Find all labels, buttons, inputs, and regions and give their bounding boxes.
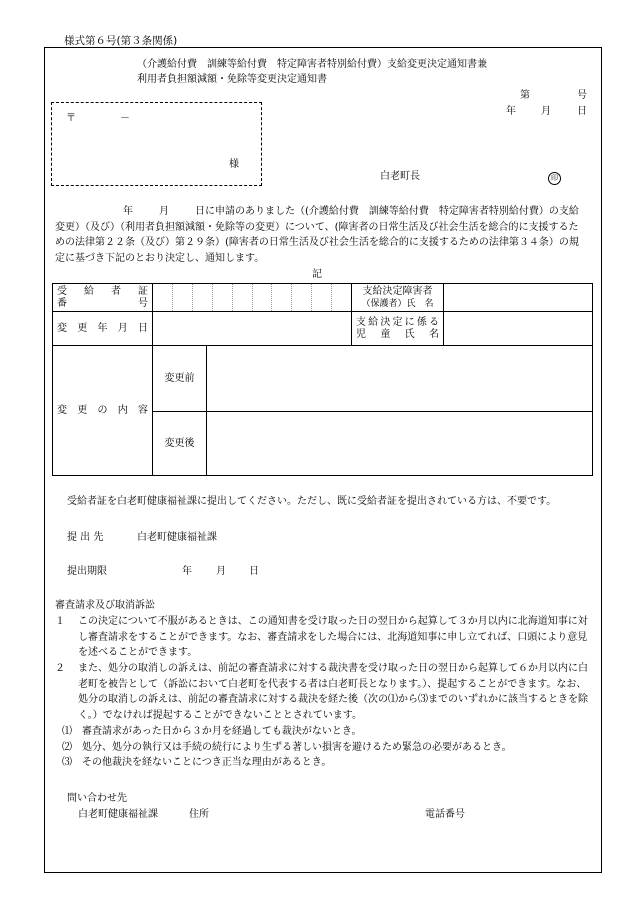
child-name-label: 支給決定に係る 児 童 氏 名: [352, 312, 444, 346]
appeal-sub-1: ⑴ 審査請求があった日から３か月を経過しても裁決がないとき。: [62, 726, 362, 737]
before-label: 変更前: [153, 346, 207, 412]
submit-destination-label: 提 出 先: [67, 532, 104, 543]
doc-date-year: 年: [506, 106, 516, 117]
change-date-cell[interactable]: [153, 312, 352, 346]
after-cell[interactable]: [207, 412, 593, 476]
decision-table: [52, 283, 593, 476]
appeal-sub-3: ⑶ その他裁決を経ないことにつき正当な理由があるとき。: [62, 757, 332, 768]
child-name-cell[interactable]: [444, 312, 593, 346]
appeal-heading: 審査請求及び取消訴訟: [55, 600, 155, 611]
doc-number-go: 号: [577, 90, 587, 101]
postal-mark: 〒: [66, 113, 76, 124]
postal-dash: －: [120, 113, 130, 124]
contact-dept: 白老町健康福祉課: [78, 809, 158, 820]
contact-address-label: 住所: [189, 809, 209, 820]
deadline-day: 日: [249, 566, 259, 577]
after-label: 変更後: [153, 412, 207, 476]
sama-label: 様: [229, 159, 239, 170]
contact-phone-label: 電話番号: [425, 809, 465, 820]
contact-heading: 問い合わせ先: [67, 793, 127, 804]
title-line-2: 利用者負担額減額・免除等変更決定通知書: [137, 74, 327, 85]
disabled-person-name-cell[interactable]: [444, 284, 593, 312]
deadline-month: 月: [216, 566, 226, 577]
body-date-month: 月: [159, 206, 169, 217]
body-text: 日に申請のありました（(介護給付費 訓練等給付費 特定障害者特別給付費）の支給変更）（及び）（利用者負担額減額・免除等の変更）について、(障害者の日常生活及び社会生活を総合的に支援するための法律第２２条（及び）第２９条）(障害者の日常生活及び社会生活を総合的に支援するための法律第３４条）の規定に基づき下記のとおり決定し、通知します。: [55, 206, 579, 264]
issuer-name: 白老町長: [380, 171, 420, 182]
recipient-number-label: 受 給 者 証 番 号: [53, 284, 153, 312]
before-cell[interactable]: [207, 346, 593, 412]
address-box[interactable]: [51, 102, 262, 186]
submit-destination-value: 白老町健康福祉課: [137, 532, 217, 543]
body-date-year: 年: [123, 206, 133, 217]
notice-paragraph: [55, 204, 588, 266]
deadline-year: 年: [182, 566, 192, 577]
appeal-item-1: １ この決定について不服があるときは、この通知書を受け取った日の翌日から起算して３か月以内に北海道知事に対し審査請求をすることができます。なお、審査請求をした場合には、北海道知事に申し立てれば、口頭により意見を述べることができます。: [55, 616, 588, 658]
doc-date-day: 日: [577, 106, 587, 117]
change-date-label: 変 更 年 月 日: [53, 312, 153, 346]
form-number: 様式第６号(第３条関係): [64, 35, 178, 47]
disabled-person-label: 支給決定障害者 （保護者）氏 名: [352, 284, 444, 312]
recipient-number-cells[interactable]: [153, 284, 352, 312]
deadline-label: 提出期限: [67, 566, 107, 577]
doc-number-dai: 第: [520, 90, 530, 101]
submit-instruction: 受給者証を白老町健康福祉課に提出してください。ただし、既に受給者証を提出されている方は、不要です。: [67, 496, 557, 507]
appeal-sub-2: ⑵ 処分、処分の執行又は手続の続行により生ずる著しい損害を避けるため緊急の必要があるとき。: [62, 742, 512, 753]
seal-mark: 印: [548, 172, 561, 185]
ki-label: 記: [312, 269, 322, 280]
appeal-item-2: ２ また、処分の取消しの訴えは、前記の審査請求に対する裁決書を受け取った日の翌日から起算して６か月以内に白老町を被告として（訴訟において白老町を代表する者は白老町長となります。）、提起することができます。なお、処分の取消しの訴えは、前記の審査請求に対する裁決を経た後（次の⑴から⑶までのいずれかに該当するときを除く。）でなければ提起することができないこととされています。: [55, 663, 588, 721]
doc-date-month: 月: [541, 106, 551, 117]
change-content-label: 変 更 の 内 容: [53, 346, 153, 476]
title-line-1: （介護給付費 訓練等給付費 特定障害者特別給付費）支給変更決定通知書兼: [137, 59, 487, 70]
